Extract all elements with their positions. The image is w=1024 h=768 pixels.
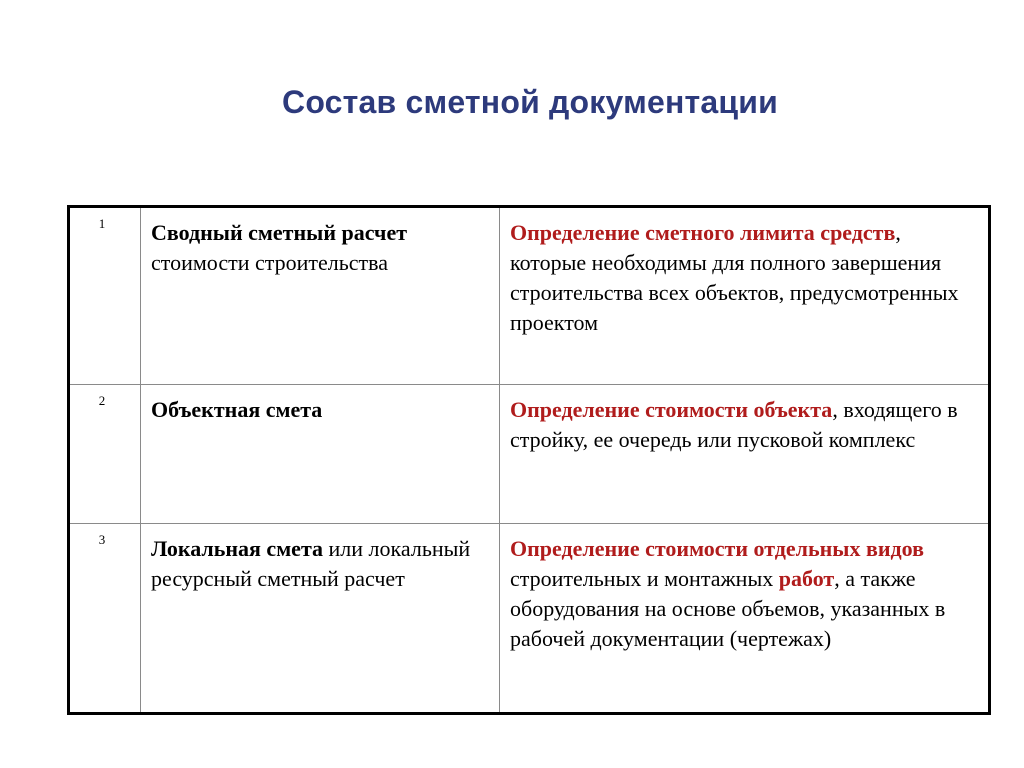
purpose-text: , входящего в стройку, ее очередь или пусковой комплекс — [510, 397, 958, 452]
page-title: Состав сметной документации — [282, 84, 778, 120]
document-purpose-cell — [500, 207, 990, 385]
row-number: 1 — [69, 207, 141, 385]
table-row — [69, 524, 990, 714]
purpose-text-rest: , а также оборудования на основе объемов, указанных в рабочей документации (чертежах) — [510, 566, 946, 651]
document-name: Сводный сметный расчет — [151, 220, 408, 245]
purpose-highlight: Определение сметного лимита средств — [510, 220, 896, 245]
document-purpose-cell — [500, 524, 990, 714]
document-name-cell — [141, 385, 500, 524]
purpose-text: строительных и монтажных — [510, 566, 779, 591]
documentation-table — [67, 205, 991, 715]
document-purpose-cell — [500, 385, 990, 524]
purpose-highlight: Определение стоимости отдельных видов — [510, 536, 924, 561]
row-number: 2 — [69, 385, 141, 524]
row-number: 3 — [69, 524, 141, 714]
document-name-rest: или локальный ресурсный сметный расчет — [151, 536, 471, 591]
purpose-highlight: Определение стоимости объекта — [510, 397, 833, 422]
document-name-rest: стоимости строительства — [151, 250, 389, 275]
purpose-text: , которые необходимы для полного завершения строительства всех объектов, предусмотренных проектом — [510, 220, 959, 335]
document-name-cell — [141, 207, 500, 385]
document-name-cell — [141, 524, 500, 714]
table-row — [69, 385, 990, 524]
document-name: Локальная смета — [151, 536, 324, 561]
table-row — [69, 207, 990, 385]
document-name: Объектная смета — [151, 397, 323, 422]
purpose-highlight-secondary: работ — [778, 566, 835, 591]
